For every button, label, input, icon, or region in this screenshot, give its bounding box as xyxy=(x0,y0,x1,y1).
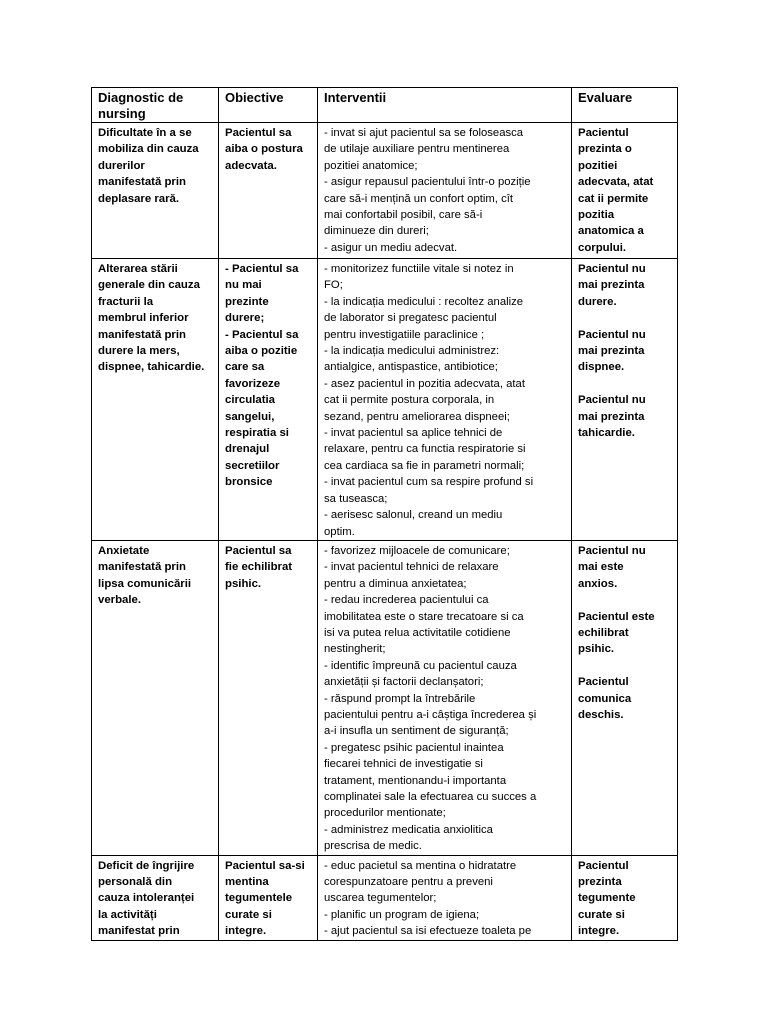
cell-text-line: de laborator si pregatesc pacientul xyxy=(324,312,497,325)
cell-text-line: fracturii la xyxy=(98,295,154,308)
header-interventii: Interventii xyxy=(318,88,572,123)
cell-text-line: cauza intoleranței xyxy=(98,892,195,905)
cell-text-line: verbale. xyxy=(98,594,142,607)
cell-obiective xyxy=(219,540,318,855)
cell-text-line: durere. xyxy=(578,295,617,308)
cell-text-line: circulatia xyxy=(225,394,276,407)
cell-evaluare xyxy=(572,540,678,855)
cell-text-line: uscarea tegumentelor; xyxy=(324,892,437,905)
cell-text-line: pentru a diminua anxietatea; xyxy=(324,577,467,590)
cell-text-line: psihic. xyxy=(578,643,615,656)
cell-text-line: procedurilor mentionate; xyxy=(324,807,446,820)
cell-text-line: a-i insufla un sentiment de siguranță; xyxy=(324,725,509,738)
cell-text-line: Pacientul nu xyxy=(578,328,646,341)
cell-text-line: integre. xyxy=(578,925,620,938)
cell-text-line: la activități xyxy=(98,908,157,921)
cell-text-line: isi va putea relua activitatile cotidiene xyxy=(324,626,511,639)
care-plan-table xyxy=(91,87,678,941)
table-row xyxy=(92,540,678,855)
cell-text-line: echilibrat xyxy=(578,626,629,639)
cell-text-line: psihic. xyxy=(225,577,262,590)
cell-text-line: Alterarea stării xyxy=(98,263,178,275)
cell-text-line: mai prezinta xyxy=(578,279,645,292)
cell-text-line: tahicardie. xyxy=(578,427,635,440)
cell-text-line: - ajut pacientul sa isi efectueze toaleta pe xyxy=(324,925,532,938)
table-header-row xyxy=(92,88,678,123)
cell-text-line: pozitia xyxy=(578,209,615,222)
cell-text-line: aiba o postura xyxy=(225,143,303,156)
cell-diagnostic xyxy=(92,123,219,259)
cell-text-line: tegumentele xyxy=(225,892,293,905)
cell-text-line: secretiilor xyxy=(225,459,280,472)
cell-text-line: - Pacientul sa xyxy=(225,263,299,275)
cell-text-line: - răspund prompt la întrebările xyxy=(324,692,476,705)
cell-text-line: - planific un program de igiena; xyxy=(324,908,480,921)
cell-text-line: prezinta xyxy=(578,876,622,889)
cell-text-line: cea cardiaca sa fie in parametri normali; xyxy=(324,459,525,472)
cell-text-line: anxios. xyxy=(578,577,618,590)
cell-text-line: antialgice, antispastice, antibiotice; xyxy=(324,361,498,374)
cell-text-line: - favorizez mijloacele de comunicare; xyxy=(324,544,510,557)
cell-text-line: fiecarei tehnici de investigatie si xyxy=(324,758,483,771)
cell-interventii xyxy=(318,123,572,259)
cell-text-line: - redau increderea pacientului ca xyxy=(324,594,489,607)
header-evaluare: Evaluare xyxy=(572,88,678,123)
cell-text-line: prescrisa de medic. xyxy=(324,840,422,853)
cell-text-line: anatomica a xyxy=(578,225,644,238)
cell-text-line: imobilitatea este o stare trecatoare si ca xyxy=(324,610,524,623)
cell-text-line: complinatei sale la efectuarea cu succes a xyxy=(324,791,537,803)
cell-evaluare xyxy=(572,123,678,259)
cell-text-line: dispnee, tahicardie. xyxy=(98,361,205,374)
cell-text-line: pozitiei xyxy=(578,159,618,172)
cell-text-line: - aerisesc salonul, creand un mediu xyxy=(324,509,503,522)
cell-interventii xyxy=(318,855,572,940)
cell-text-line: membrul inferior xyxy=(98,312,189,325)
cell-interventii xyxy=(318,259,572,541)
cell-text-line: deschis. xyxy=(578,708,624,721)
cell-text-line: durerilor xyxy=(98,159,145,172)
cell-text-line: - monitorizez functiile vitale si notez in xyxy=(324,263,514,275)
cell-text-line: mai confortabil posibil, care să-i xyxy=(324,209,483,222)
cell-text-line: - educ pacietul sa mentina o hidratatre xyxy=(324,859,517,872)
blank-line xyxy=(578,376,672,392)
cell-text-line: nu mai xyxy=(225,279,262,292)
cell-text-line: aiba o pozitie xyxy=(225,345,298,358)
cell-text-line: Deficit de îngrijire xyxy=(98,859,195,872)
cell-text-line: deplasare rară. xyxy=(98,192,180,205)
cell-text-line: Pacientul xyxy=(578,676,629,689)
cell-diagnostic xyxy=(92,259,219,541)
cell-text-line: Pacientul nu xyxy=(578,544,646,557)
cell-text-line: Pacientul sa xyxy=(225,127,292,139)
cell-text-line: - pregatesc psihic pacientul inaintea xyxy=(324,741,504,754)
cell-text-line: Pacientul nu xyxy=(578,394,646,407)
cell-text-line: sa tuseasca; xyxy=(324,492,388,505)
cell-text-line: - invat pacientul tehnici de relaxare xyxy=(324,561,499,574)
cell-text-line: manifestat prin xyxy=(98,925,180,938)
cell-obiective xyxy=(219,123,318,259)
blank-line xyxy=(578,592,672,608)
cell-text-line: Pacientul sa xyxy=(225,544,292,557)
cell-obiective xyxy=(219,855,318,940)
cell-text-line: - identific împreună cu pacientul cauza xyxy=(324,659,517,672)
cell-text-line: - asigur repausul pacientului într-o poziție xyxy=(324,176,531,189)
cell-diagnostic xyxy=(92,540,219,855)
cell-text-line: manifestată prin xyxy=(98,328,186,341)
cell-evaluare xyxy=(572,855,678,940)
cell-text-line: tegumente xyxy=(578,892,636,905)
cell-text-line: - la indicația medicului : recoltez analize xyxy=(324,295,524,308)
cell-text-line: care să-i mențină un confort optim, cît xyxy=(324,192,513,205)
blank-line xyxy=(578,658,672,674)
cell-text-line: - invat pacientul sa aplice tehnici de xyxy=(324,427,503,440)
cell-text-line: - la indicația medicului administrez: xyxy=(324,345,500,358)
cell-text-line: corespunzatoare pentru a preveni xyxy=(324,876,493,889)
cell-text-line: care sa xyxy=(225,361,265,374)
cell-text-line: optim. xyxy=(324,525,355,538)
header-diagnostic: Diagnostic de nursing xyxy=(92,88,219,123)
cell-text-line: manifestată prin xyxy=(98,176,186,189)
cell-text-line: cat ii permite xyxy=(578,192,649,205)
cell-text-line: cat ii permite postura corporala, in xyxy=(324,394,495,407)
cell-text-line: pentru investigatiile paraclinice ; xyxy=(324,328,485,341)
cell-text-line: Anxietate xyxy=(98,544,150,557)
cell-text-line: comunica xyxy=(578,692,632,705)
blank-line xyxy=(578,310,672,326)
cell-text-line: sangelui, xyxy=(225,410,275,423)
cell-text-line: personală din xyxy=(98,876,173,889)
cell-text-line: mobiliza din cauza xyxy=(98,143,199,156)
cell-text-line: nestingherit; xyxy=(324,643,386,656)
cell-text-line: durere la mers, xyxy=(98,345,180,358)
cell-text-line: tratament, mentionandu-i importanta xyxy=(324,774,507,787)
cell-text-line: - asigur un mediu adecvat. xyxy=(324,241,458,254)
cell-text-line: Pacientul xyxy=(578,859,629,872)
cell-text-line: bronsice xyxy=(225,476,273,489)
cell-text-line: mai este xyxy=(578,561,624,574)
cell-text-line: - asez pacientul in pozitia adecvata, atat xyxy=(324,377,525,390)
cell-obiective xyxy=(219,259,318,541)
cell-text-line: de utilaje auxiliare pentru mentinerea xyxy=(324,143,510,156)
cell-text-line: mentina xyxy=(225,876,269,889)
cell-text-line: Pacientul xyxy=(578,127,629,139)
cell-diagnostic xyxy=(92,855,219,940)
cell-text-line: - invat si ajut pacientul sa se foloseasca xyxy=(324,127,524,139)
cell-text-line: pozitiei anatomice; xyxy=(324,159,418,172)
cell-text-line: prezinta o xyxy=(578,143,632,156)
cell-text-line: durere; xyxy=(225,312,265,325)
cell-text-line: drenajul xyxy=(225,443,270,456)
cell-text-line: corpului. xyxy=(578,241,627,254)
cell-text-line: favorizeze xyxy=(225,377,281,390)
cell-evaluare xyxy=(572,259,678,541)
cell-text-line: lipsa comunicării xyxy=(98,577,192,590)
cell-text-line: mai prezinta xyxy=(578,345,645,358)
cell-text-line: integre. xyxy=(225,925,267,938)
header-obiective: Obiective xyxy=(219,88,318,123)
cell-text-line: FO; xyxy=(324,279,343,292)
cell-text-line: dispnee. xyxy=(578,361,625,374)
cell-text-line: diminueze din dureri; xyxy=(324,225,429,238)
table-row xyxy=(92,259,678,541)
cell-text-line: Dificultate în a se xyxy=(98,127,192,139)
table-row xyxy=(92,123,678,259)
cell-interventii xyxy=(318,540,572,855)
cell-text-line: curate si xyxy=(578,908,625,921)
cell-text-line: curate si xyxy=(225,908,272,921)
cell-text-line: anxietății și factorii declanșatori; xyxy=(324,676,484,689)
cell-text-line: - administrez medicatia anxiolitica xyxy=(324,823,493,836)
cell-text-line: mai prezinta xyxy=(578,410,645,423)
cell-text-line: prezinte xyxy=(225,295,269,308)
cell-text-line: adecvata, atat xyxy=(578,176,654,189)
cell-text-line: pacientului pentru a-i câștiga încrederea și xyxy=(324,708,537,721)
cell-text-line: Pacientul sa-si xyxy=(225,859,305,872)
cell-text-line: fie echilibrat xyxy=(225,561,293,574)
cell-text-line: - Pacientul sa xyxy=(225,328,299,341)
cell-text-line: Pacientul nu xyxy=(578,263,646,275)
cell-text-line: Pacientul este xyxy=(578,610,655,623)
cell-text-line: respiratia si xyxy=(225,427,289,440)
cell-text-line: relaxare, pentru ca functia respiratorie si xyxy=(324,443,526,456)
cell-text-line: - invat pacientul cum sa respire profund si xyxy=(324,476,534,489)
cell-text-line: manifestată prin xyxy=(98,561,186,574)
cell-text-line: generale din cauza xyxy=(98,279,200,292)
cell-text-line: adecvata. xyxy=(225,159,277,172)
cell-text-line: sezand, pentru ameliorarea dispneei; xyxy=(324,410,510,423)
table-row xyxy=(92,855,678,940)
